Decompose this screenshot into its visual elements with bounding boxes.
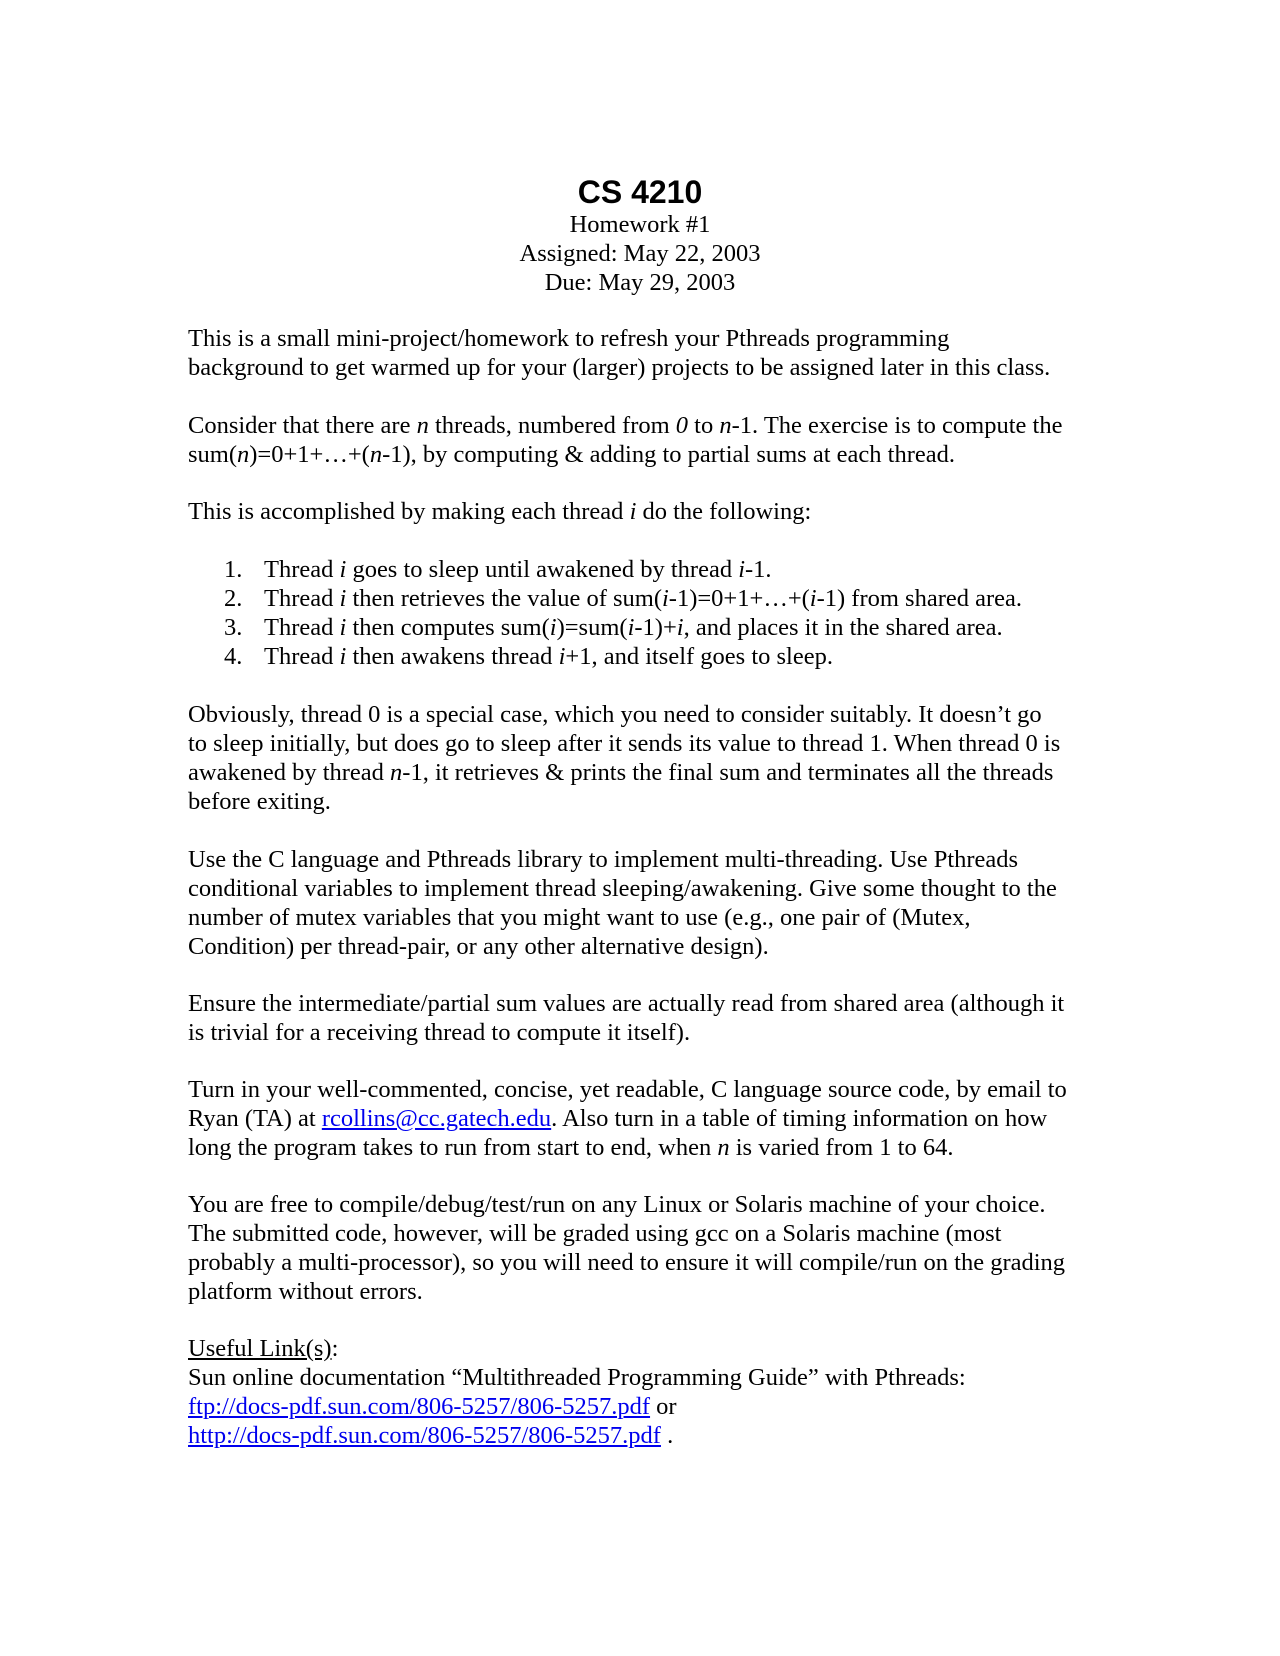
homework-number: Homework #1 [569, 211, 711, 238]
consider-line-1: Consider that there are n threads, numbered from 0 to n-1. The exercise is to compute the [188, 412, 1063, 439]
intro-paragraph [188, 324, 1103, 382]
turnin-line: Turn in your well-commented, concise, yet readable, C language source code, by email to [188, 1076, 1067, 1103]
turnin-line: Ryan (TA) at rcollins@cc.gatech.edu. Also turn in a table of timing information on how [188, 1105, 1048, 1132]
list-item: 2. Thread i then retrieves the value of sum(i-1)=0+1+…+(i-1) from shared area. [224, 585, 1023, 612]
useful-links-heading: Useful Link(s): [188, 1335, 339, 1362]
free-line: probably a multi-processor), so you will need to ensure it will compile/run on the grading [188, 1249, 1066, 1276]
assigned-date: Assigned: May 22, 2003 [519, 240, 761, 267]
turnin-line: long the program takes to run from start to end, when n is varied from 1 to 64. [188, 1134, 954, 1161]
free-paragraph [188, 1190, 1103, 1306]
steps-list [188, 555, 1088, 671]
course-title: CS 4210 [577, 174, 703, 210]
accomplish-line: This is accomplished by making each thread i do the following: [188, 498, 812, 525]
obviously-line: awakened by thread n-1, it retrieves & prints the final sum and terminates all the threads [188, 759, 1054, 786]
consider-line-2: sum(n)=0+1+…+(n-1), by computing & adding to partial sums at each thread. [188, 441, 955, 468]
ensure-line: Ensure the intermediate/partial sum values are actually read from shared area (although it [188, 990, 1065, 1017]
use-c-line: number of mutex variables that you might want to use (e.g., one pair of (Mutex, [188, 904, 971, 931]
list-item: 3. Thread i then computes sum(i)=sum(i-1)+i, and places it in the shared area. [224, 614, 1003, 641]
ensure-paragraph [188, 989, 1103, 1047]
http-doc-link[interactable]: http://docs-pdf.sun.com/806-5257/806-5257.pdf [188, 1422, 661, 1449]
ftp-doc-link[interactable]: ftp://docs-pdf.sun.com/806-5257/806-5257.pdf [188, 1393, 651, 1420]
free-line: The submitted code, however, will be graded using gcc on a Solaris machine (most [188, 1220, 1002, 1247]
intro-line: This is a small mini-project/homework to refresh your Pthreads programming [188, 325, 950, 352]
turnin-paragraph [188, 1075, 1103, 1162]
list-item: 4. Thread i then awakens thread i+1, and itself goes to sleep. [224, 643, 833, 670]
use-c-line: conditional variables to implement thread sleeping/awakening. Give some thought to the [188, 875, 1057, 902]
obviously-line: before exiting. [188, 788, 331, 815]
useful-links-section [188, 1334, 1103, 1450]
list-item: 1. Thread i goes to sleep until awakened by thread i-1. [224, 556, 772, 583]
obviously-paragraph [188, 700, 1103, 816]
free-line: platform without errors. [188, 1278, 423, 1305]
ta-email-link[interactable]: rcollins@cc.gatech.edu [321, 1105, 552, 1132]
due-date: Due: May 29, 2003 [544, 269, 736, 296]
obviously-line: to sleep initially, but does go to sleep after it sends its value to thread 1. When thread 0 is [188, 730, 1061, 757]
obviously-line: Obviously, thread 0 is a special case, which you need to consider suitably. It doesn’t go [188, 701, 1042, 728]
ftp-link-line: ftp://docs-pdf.sun.com/806-5257/806-5257.pdf or [188, 1393, 677, 1420]
http-link-line: http://docs-pdf.sun.com/806-5257/806-5257.pdf . [188, 1422, 674, 1449]
consider-paragraph [188, 411, 1103, 469]
use-c-paragraph [188, 845, 1103, 961]
ensure-line: is trivial for a receiving thread to compute it itself). [188, 1019, 691, 1046]
useful-links-description: Sun online documentation “Multithreaded Programming Guide” with Pthreads: [188, 1364, 966, 1391]
free-line: You are free to compile/debug/test/run on any Linux or Solaris machine of your choice. [188, 1191, 1046, 1218]
accomplish-paragraph [188, 497, 1103, 526]
use-c-line: Condition) per thread-pair, or any other alternative design). [188, 933, 769, 960]
intro-line: background to get warmed up for your (larger) projects to be assigned later in this class. [188, 354, 1051, 381]
use-c-line: Use the C language and Pthreads library to implement multi-threading. Use Pthreads [188, 846, 1019, 873]
